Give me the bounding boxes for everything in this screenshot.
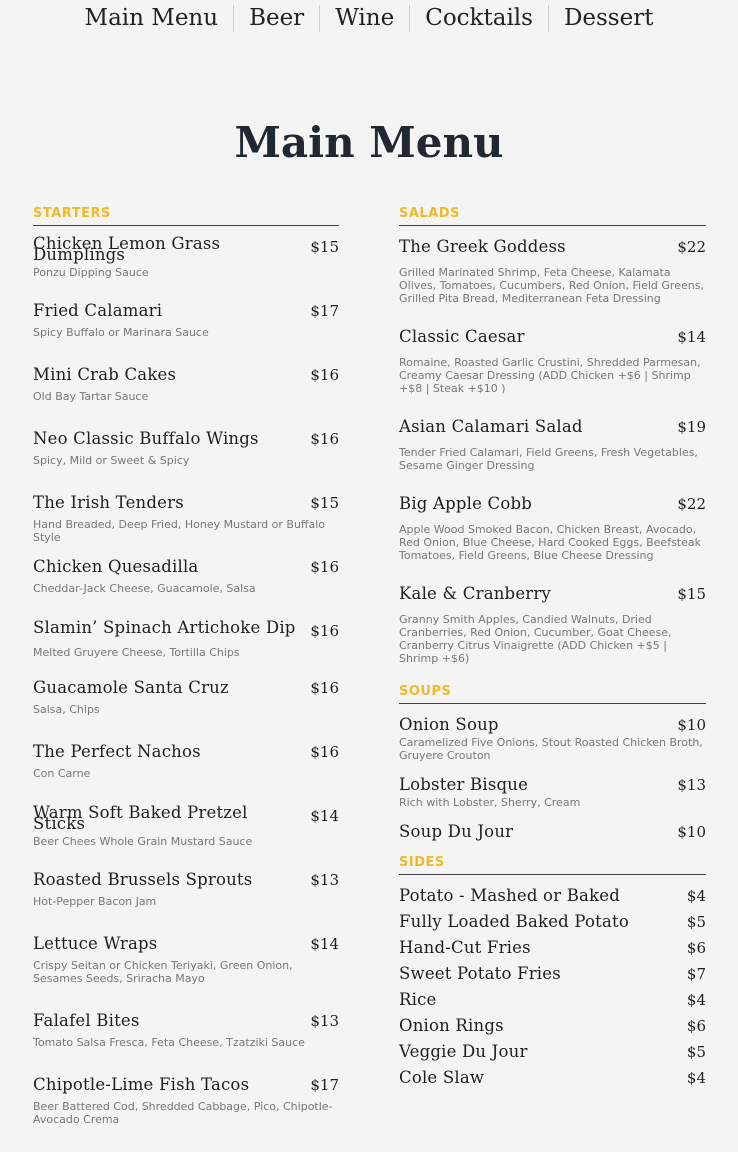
item-price: $17: [310, 302, 339, 320]
item-price: $14: [310, 807, 339, 825]
item-header: [399, 716, 706, 734]
item-price: $13: [677, 776, 706, 794]
item-header: [33, 1012, 339, 1030]
item-header: [33, 494, 339, 512]
side-item: [399, 939, 706, 965]
salad-item: [399, 418, 706, 495]
salad-item: [399, 585, 706, 682]
item-name: Sweet Potato Fries: [399, 964, 561, 983]
item-header: [399, 965, 706, 983]
item-description: Con Carne: [33, 767, 91, 780]
starter-item: [33, 558, 339, 622]
right-column: [399, 206, 706, 1095]
item-header: [399, 1017, 706, 1035]
item-description: Ponzu Dipping Sauce: [33, 266, 149, 279]
starter-item: [33, 234, 339, 302]
item-header: [33, 871, 339, 889]
nav-beer[interactable]: Beer: [249, 5, 305, 31]
item-description: Beer Battered Cod, Shredded Cabbage, Pico, Chipotle-Avocado Crema: [33, 1100, 333, 1126]
item-description: Caramelized Five Onions, Stout Roasted Chicken Broth, Gruyere Crouton: [399, 736, 703, 762]
item-name: Neo Classic Buffalo Wings: [33, 429, 259, 448]
item-header: [33, 679, 339, 697]
item-name: Mini Crab Cakes: [33, 365, 177, 384]
item-price: $17: [310, 1076, 339, 1094]
item-header: [33, 234, 339, 264]
starter-item: [33, 494, 339, 558]
item-name: The Perfect Nachos: [33, 742, 201, 761]
item-description: Cheddar-Jack Cheese, Guacamole, Salsa: [33, 582, 256, 595]
item-name: Kale & Cranberry: [399, 584, 551, 603]
item-price: $15: [677, 585, 706, 603]
item-name: Lettuce Wraps: [33, 934, 158, 953]
item-price: $15: [310, 494, 339, 512]
item-name: Big Apple Cobb: [399, 494, 533, 513]
item-name: Chicken Quesadilla: [33, 557, 199, 576]
side-item: [399, 1017, 706, 1043]
starters-list: [33, 234, 339, 1140]
item-description: Beer Chees Whole Grain Mustard Sauce: [33, 835, 253, 848]
item-price: $16: [310, 679, 339, 697]
item-name: Chicken Lemon Grass Dumplings: [33, 234, 221, 264]
item-name: Warm Soft Baked Pretzel Sticks: [33, 803, 248, 833]
item-name: Chipotle-Lime Fish Tacos: [33, 1075, 250, 1094]
soup-item: [399, 823, 706, 841]
item-name: Onion Rings: [399, 1016, 504, 1035]
item-header: [33, 1076, 339, 1094]
item-header: [33, 366, 339, 384]
starter-item: [33, 430, 339, 494]
item-header: [399, 495, 706, 513]
starter-item: [33, 679, 339, 743]
soup-item: [399, 716, 706, 762]
item-name: Rice: [399, 990, 437, 1009]
soups-list: [399, 716, 706, 841]
side-item: [399, 991, 706, 1017]
item-description: Hot-Pepper Bacon Jam: [33, 895, 157, 908]
item-description: Romaine, Roasted Garlic Crustini, Shredded Parmesan, Creamy Caesar Dressing (ADD Chicken +$6 | Shrimp +$8 | Steak +$10 ): [399, 356, 701, 395]
item-description: Old Bay Tartar Sauce: [33, 390, 149, 403]
salad-item: [399, 328, 706, 418]
item-description: Apple Wood Smoked Bacon, Chicken Breast, Avocado, Red Onion, Blue Cheese, Hard Cooked Eggs, Beefsteak Tomatoes, Field Greens, Blue Cheese Dressing: [399, 523, 701, 562]
starter-item: [33, 935, 339, 1012]
item-price: $4: [686, 1069, 706, 1087]
item-description: Melted Gruyere Cheese, Tortilla Chips: [33, 646, 240, 659]
item-price: $14: [677, 328, 706, 346]
item-price: $10: [677, 716, 706, 734]
side-item: [399, 965, 706, 991]
item-name: Onion Soup: [399, 715, 499, 734]
item-name: The Irish Tenders: [33, 493, 184, 512]
item-header: [399, 1043, 706, 1061]
item-header: [399, 939, 706, 957]
item-price: $4: [686, 887, 706, 905]
item-name: Potato - Mashed or Baked: [399, 886, 621, 905]
item-description: Rich with Lobster, Sherry, Cream: [399, 796, 581, 809]
item-description: Granny Smith Apples, Candied Walnuts, Dried Cranberries, Red Onion, Cucumber, Goat Cheese, Cranberry Citrus Vinaigrette (ADD Chicken +$5 | Shrimp +$6): [399, 613, 672, 665]
item-price: $6: [686, 939, 706, 957]
nav-main-menu[interactable]: Main Menu: [84, 5, 219, 31]
item-name: Slamin’ Spinach Artichoke Dip: [33, 618, 296, 637]
item-name: Classic Caesar: [399, 327, 525, 346]
item-price: $16: [310, 558, 339, 576]
item-header: [33, 618, 339, 640]
side-item: [399, 887, 706, 913]
starter-item: [33, 366, 339, 430]
item-price: $22: [677, 238, 706, 256]
item-description: Crispy Seitan or Chicken Teriyaki, Green Onion, Sesames Seeds, Sriracha Mayo: [33, 959, 293, 985]
item-price: $14: [310, 935, 339, 953]
item-description: Tomato Salsa Fresca, Feta Cheese, Tzatziki Sauce: [33, 1036, 305, 1049]
item-price: $19: [677, 418, 706, 436]
item-name: The Greek Goddess: [399, 237, 566, 256]
item-price: $16: [310, 430, 339, 448]
section-title-sides: SIDES: [399, 855, 706, 875]
item-header: [399, 238, 706, 256]
top-nav: [0, 0, 738, 36]
item-header: [33, 743, 339, 761]
item-name: Hand-Cut Fries: [399, 938, 531, 957]
item-price: $4: [686, 991, 706, 1009]
item-header: [399, 913, 706, 931]
item-description: Spicy, Mild or Sweet & Spicy: [33, 454, 190, 467]
item-price: $22: [677, 495, 706, 513]
salads-list: [399, 238, 706, 682]
item-price: $15: [310, 238, 339, 256]
side-item: [399, 1043, 706, 1069]
item-name: Soup Du Jour: [399, 822, 514, 841]
sides-list: [399, 887, 706, 1095]
item-price: $13: [310, 871, 339, 889]
item-price: $5: [686, 913, 706, 931]
item-header: [33, 430, 339, 448]
item-header: [399, 823, 706, 841]
section-title-soups: SOUPS: [399, 684, 706, 704]
item-price: $7: [686, 965, 706, 983]
salad-item: [399, 495, 706, 585]
section-title-starters: STARTERS: [33, 206, 339, 226]
item-description: Grilled Marinated Shrimp, Feta Cheese, Kalamata Olives, Tomatoes, Cucumbers, Red Onion, Field Greens, Grilled Pita Bread, Mediterranean Feta Dressing: [399, 266, 704, 305]
starter-item: [33, 1076, 339, 1140]
item-description: Hand Breaded, Deep Fried, Honey Mustard or Buffalo Style: [33, 518, 326, 544]
item-name: Asian Calamari Salad: [399, 417, 583, 436]
item-price: $13: [310, 1012, 339, 1030]
nav-dessert[interactable]: Dessert: [563, 5, 654, 31]
item-name: Guacamole Santa Cruz: [33, 678, 229, 697]
item-name: Falafel Bites: [33, 1011, 140, 1030]
side-item: [399, 913, 706, 939]
item-name: Veggie Du Jour: [399, 1042, 528, 1061]
starter-item: [33, 803, 339, 871]
item-header: [399, 991, 706, 1009]
item-name: Cole Slaw: [399, 1068, 485, 1087]
starter-item: [33, 871, 339, 935]
item-header: [399, 1069, 706, 1087]
item-name: Roasted Brussels Sprouts: [33, 870, 253, 889]
item-name: Fried Calamari: [33, 301, 163, 320]
starter-item: [33, 1012, 339, 1076]
item-header: [33, 302, 339, 320]
item-price: $5: [686, 1043, 706, 1061]
item-description: Salsa, Chips: [33, 703, 100, 716]
item-description: Tender Fried Calamari, Field Greens, Fresh Vegetables, Sesame Ginger Dressing: [399, 446, 698, 472]
item-header: [399, 418, 706, 436]
item-name: Lobster Bisque: [399, 775, 529, 794]
item-price: $16: [310, 366, 339, 384]
starter-item: [33, 302, 339, 366]
item-header: [33, 558, 339, 576]
side-item: [399, 1069, 706, 1095]
item-price: $6: [686, 1017, 706, 1035]
page-title: Main Menu: [234, 118, 504, 167]
item-price: $16: [310, 743, 339, 761]
item-header: [33, 803, 339, 833]
item-header: [33, 935, 339, 953]
item-header: [399, 776, 706, 794]
salad-item: [399, 238, 706, 328]
item-header: [399, 887, 706, 905]
item-header: [399, 328, 706, 346]
starter-item: [33, 743, 339, 807]
item-price: $16: [310, 622, 339, 640]
nav-cocktails[interactable]: Cocktails: [425, 5, 533, 31]
item-header: [399, 585, 706, 603]
starter-item: [33, 618, 339, 679]
starters-column: [33, 206, 339, 1140]
nav-wine[interactable]: Wine: [335, 5, 395, 31]
item-price: $10: [677, 823, 706, 841]
section-title-salads: SALADS: [399, 206, 706, 226]
soup-item: [399, 776, 706, 809]
item-description: Spicy Buffalo or Marinara Sauce: [33, 326, 209, 339]
item-name: Fully Loaded Baked Potato: [399, 912, 629, 931]
